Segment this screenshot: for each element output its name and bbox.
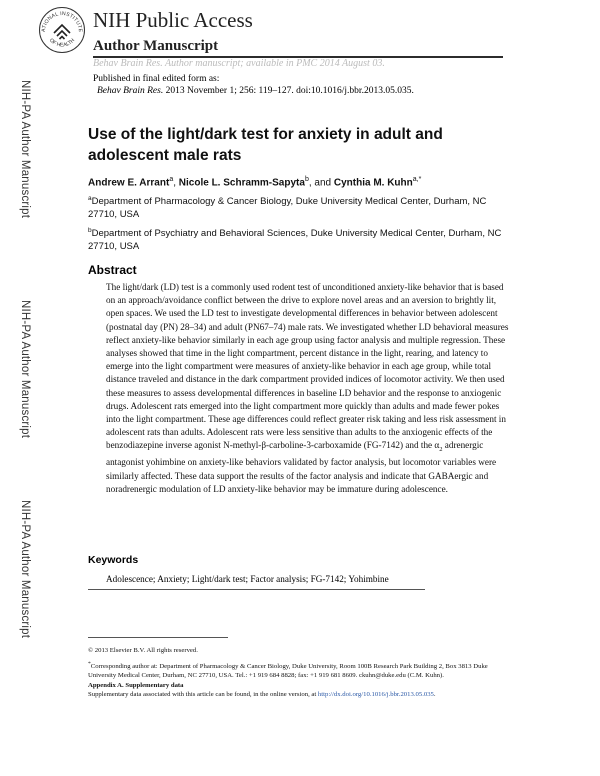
author-list — [88, 176, 421, 188]
appendix-title: Appendix A. Supplementary data — [88, 681, 184, 689]
affiliation-text: Department of Pharmacology & Cancer Biology, Duke University Medical Center, Durham, NC 27710, USA — [88, 196, 487, 221]
affiliation-marker: b — [88, 227, 92, 234]
author-name: Andrew E. Arrant — [88, 177, 170, 189]
header-title: NIH Public Access — [93, 8, 253, 32]
doi-link[interactable]: http://dx.doi.org/10.1016/j.bbr.2013.05.035 — [317, 691, 434, 699]
alpha-subscript: 2 — [439, 446, 443, 454]
keywords-list: Adolescence; Anxiety; Light/dark test; Factor analysis; FG-7142; Yohimbine — [106, 574, 389, 584]
abstract-heading: Abstract — [88, 263, 137, 277]
nih-logo — [38, 6, 86, 54]
corresponding-marker: * — [88, 660, 91, 667]
abstract-text: adrenergic antagonist yohimbine on anxiety-like behaviors validated by factor analysis, but locomotor variables were similarly affected. These data support the results of the factor analysis and indicate that GABAergic and noradrenergic modulation of LD anxiety-like behavior may be immature during adolescence. — [106, 440, 497, 494]
footnote-divider — [88, 637, 228, 638]
abstract-text: The light/dark (LD) test is a commonly used rodent test of unconditioned anxiety-like behavior that is based on an approach/avoidance conflict between the drive to explore novel areas and an aversion to brightly lit, open spaces. We used the LD test to investigate developmental differences in behavior between adolescent (postnatal day (PN) 28–34) and adult (PN67–74) male rats. We investigated whether LD behavioral measures reflect anxiety-like behavior similarly in each age group using factor analysis and multiple regression. These analyses showed that time in the light compartment, percent distance in the light, rearing, and latency to emerge into the light compartment were measures of anxiety-like behavior in each age group, while total distance traveled and distance in the dark compartment provided indices of locomotor activity. We then used these measures to assess developmental differences in baseline LD behavior and the response to anxiogenic drugs. Adolescent rats emerged into the light compartment more quickly than adults and made fewer pokes into the light compartment. These age differences could reflect greater risk taking and less risk assessment in adolescent rats than adults. Adolescent rats were less sensitive than adults to the anxiogenic effects of the benzodiazepine inverse agonist N-methyl-β-carboline-3-carboxamide (FG-7142) and the α — [106, 282, 509, 451]
appendix-text: Supplementary data associated with this article can be found, in the online version, at — [88, 691, 318, 699]
article-title: Use of the light/dark test for anxiety in adult and adolescent male rats — [88, 126, 443, 164]
citation-line — [97, 86, 414, 96]
affiliation-text: Department of Psychiatry and Behavioral Sciences, Duke University Medical Center, Durham, NC 27710, USA — [88, 228, 502, 253]
appendix-note — [88, 690, 516, 700]
author-name: Cynthia M. Kuhn — [333, 177, 413, 189]
author-name: Nicole L. Schramm-Sapyta — [178, 177, 305, 189]
citation-journal: Behav Brain Res. — [97, 86, 164, 96]
footnotes — [88, 646, 516, 700]
sidebar-label-middle: NIH-PA Author Manuscript — [19, 300, 31, 439]
author-separator: , — [173, 177, 179, 189]
svg-text:OF HEALTH: OF HEALTH — [47, 37, 77, 49]
copyright-notice: © 2013 Elsevier B.V. All rights reserved. — [88, 647, 198, 654]
keywords-heading: Keywords — [88, 554, 139, 566]
header-journal: Behav Brain Res. — [93, 58, 163, 69]
corresponding-text: Corresponding author at: Department of Pharmacology & Cancer Biology, Duke University, Room 100B Research Park Building 2, Box 3813 Duke University Medical Center, Durham, NC 27710, USA. Tel.: +1 919 684 8828; fax: +1 919 681 8609. ckuhn@duke.edu (C.M. Kuhn). — [88, 662, 488, 680]
keywords-divider — [88, 589, 425, 590]
affiliation-b — [88, 224, 518, 253]
affiliation-a — [88, 192, 518, 221]
appendix-end: . — [433, 691, 436, 699]
sidebar-label-bottom: NIH-PA Author Manuscript — [19, 500, 31, 639]
author-affil-marker: b — [304, 176, 309, 183]
affiliation-marker: a — [88, 195, 92, 202]
sidebar-label-top: NIH-PA Author Manuscript — [19, 80, 31, 219]
corresponding-author-note — [88, 660, 516, 681]
abstract-body — [106, 281, 510, 496]
author-affil-marker: a — [169, 176, 174, 183]
header-availability — [93, 58, 385, 69]
published-in-label: Published in final edited form as: — [93, 74, 220, 84]
header-subtitle: Author Manuscript — [93, 38, 219, 54]
header-availability-text: Author manuscript; available in PMC 2014 August 03. — [162, 58, 385, 69]
citation-details: 2013 November 1; 256: 119–127. doi:10.1016/j.bbr.2013.05.035. — [163, 86, 414, 96]
author-affil-marker: a,* — [412, 176, 422, 183]
author-separator: , and — [308, 177, 334, 189]
svg-text:NATIONAL INSTITUTES: ATIONAL INSTITUTE — [40, 10, 84, 33]
